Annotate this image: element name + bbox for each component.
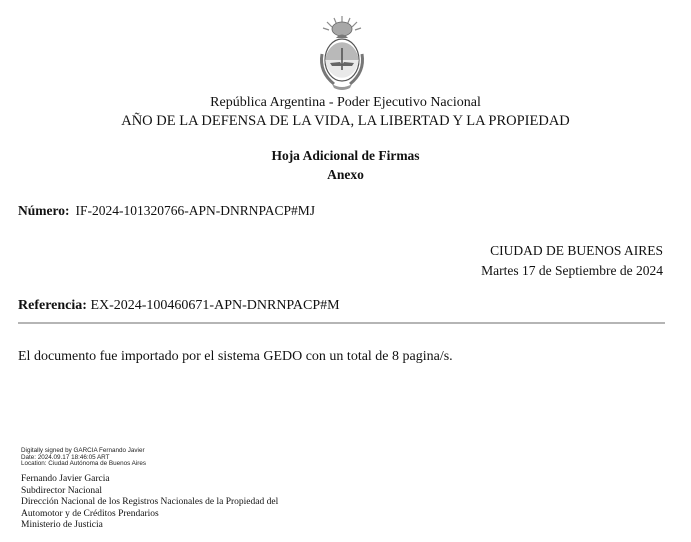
signer-title: Subdirector Nacional <box>21 485 102 496</box>
numero-row <box>18 203 315 219</box>
referencia-row <box>18 298 340 314</box>
signature-location: Location: Ciudad Autónoma de Buenos Aires <box>21 460 146 468</box>
signature-date: Date: 2024.09.17 18:46:05 ART <box>21 453 110 461</box>
document-date: Martes 17 de Septiembre de 2024 <box>481 263 663 278</box>
argentina-coat-of-arms-icon <box>316 14 368 96</box>
horizontal-divider <box>18 322 665 324</box>
digital-signature-metadata <box>21 448 146 468</box>
signer-name: Fernando Javier Garcia <box>21 474 110 484</box>
body-paragraph: El documento fue importado por el sistema GEDO con un total de 8 pagina/s. <box>18 349 453 364</box>
signer-office-line-2: Automotor y de Créditos Prendarios <box>21 508 159 519</box>
referencia-label: Referencia: <box>18 298 87 313</box>
header-line-1: República Argentina - Poder Ejecutivo Nacional <box>210 95 481 110</box>
referencia-value: EX-2024-100460671-APN-DNRNPACP#M <box>90 298 340 313</box>
header-line-2: AÑO DE LA DEFENSA DE LA VIDA, LA LIBERTAD Y LA PROPIEDAD <box>121 113 570 129</box>
city-name: CIUDAD DE BUENOS AIRES <box>490 243 663 258</box>
signature-block <box>21 474 278 532</box>
signer-office-line-1: Dirección Nacional de los Registros Nacionales de la Propiedad del <box>21 497 279 508</box>
numero-label: Número: <box>18 203 70 218</box>
signature-signed-by: Digitally signed by GARCIA Fernando Javier <box>21 447 145 454</box>
signer-ministry: Ministerio de Justicia <box>21 520 103 531</box>
document-title: Hoja Adicional de Firmas <box>271 148 420 163</box>
document-subtitle: Anexo <box>327 167 364 182</box>
numero-value: IF-2024-101320766-APN-DNRNPACP#MJ <box>75 203 316 218</box>
